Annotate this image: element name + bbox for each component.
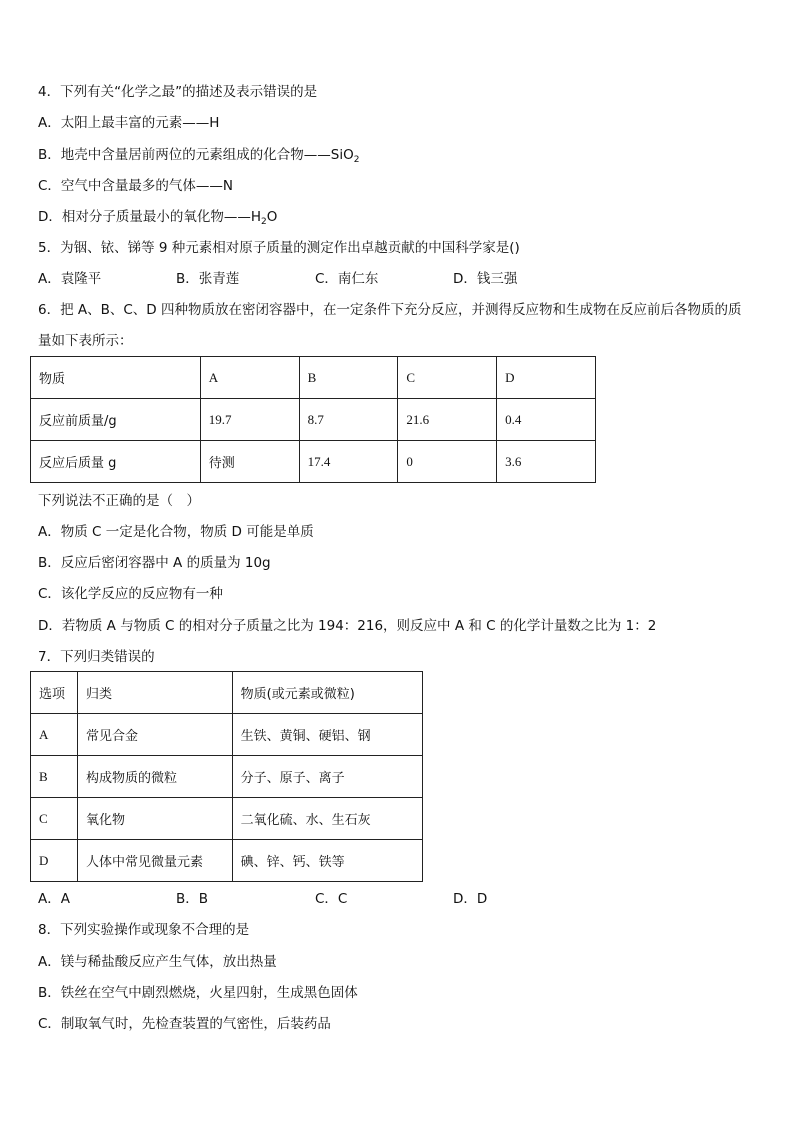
table-header-row — [31, 357, 596, 399]
q7-option-a: A．A — [38, 891, 70, 907]
table-cell: 分子、原子、离子 — [232, 756, 422, 798]
q4-option-d — [38, 207, 277, 227]
table-cell: 物质 — [31, 357, 201, 399]
q7-classification-table — [30, 671, 423, 882]
q8-option-a: A．镁与稀盐酸反应产生气体，放出热量 — [38, 954, 277, 970]
table-cell: B — [31, 756, 78, 798]
table-cell: 物质(或元素或微粒) — [232, 672, 422, 714]
q8-option-b: B．铁丝在空气中剧烈燃烧，火星四射，生成黑色固体 — [38, 985, 358, 1001]
table-cell: 21.6 — [398, 399, 497, 441]
table-cell: 生铁、黄铜、硬铝、钢 — [232, 714, 422, 756]
table-cell: 选项 — [31, 672, 78, 714]
table-cell: 17.4 — [299, 441, 398, 483]
q7-option-c: C．C — [315, 891, 348, 907]
q7-option-d: D．D — [453, 891, 488, 907]
q4-option-b-subscript: 2 — [353, 155, 360, 165]
table-header-row — [31, 672, 423, 714]
table-cell: 常见合金 — [77, 714, 232, 756]
q4-option-d-suffix: O — [266, 209, 278, 225]
table-cell: 氧化物 — [77, 798, 232, 840]
table-cell: A — [31, 714, 78, 756]
table-cell: 0.4 — [497, 399, 596, 441]
q5-option-c: C．南仁东 — [315, 271, 379, 287]
table-cell: B — [299, 357, 398, 399]
table-cell: 反应前质量/g — [31, 399, 201, 441]
table-cell: 二氧化硫、水、生石灰 — [232, 798, 422, 840]
table-row — [31, 714, 423, 756]
q5-option-a: A．袁隆平 — [38, 271, 102, 287]
q4-option-b — [38, 145, 359, 165]
table-cell: 人体中常见微量元素 — [77, 840, 232, 882]
q5-options — [38, 269, 598, 289]
table-cell: 19.7 — [200, 399, 299, 441]
q6-stem-line1: 6．把 A、B、C、D 四种物质放在密闭容器中，在一定条件下充分反应，并测得反应物和生成物在反应前后各物质的质 — [38, 302, 742, 318]
q6-mass-table — [30, 356, 596, 483]
q7-stem: 7．下列归类错误的 — [38, 649, 155, 665]
table-cell: D — [497, 357, 596, 399]
q6-option-d: D．若物质 A 与物质 C 的相对分子质量之比为 194：216，则反应中 A 和 C 的化学计量数之比为 1：2 — [38, 618, 657, 634]
q6-stem-line2: 量如下表所示： — [38, 333, 133, 349]
table-cell: 构成物质的微粒 — [77, 756, 232, 798]
table-cell: C — [31, 798, 78, 840]
table-row — [31, 756, 423, 798]
q6-option-b: B．反应后密闭容器中 A 的质量为 10g — [38, 555, 271, 571]
table-cell: 碘、锌、钙、铁等 — [232, 840, 422, 882]
table-cell: 反应后质量 g — [31, 441, 201, 483]
q4-option-b-text: B．地壳中含量居前两位的元素组成的化合物——SiO — [38, 147, 354, 163]
table-cell: D — [31, 840, 78, 882]
table-cell: A — [200, 357, 299, 399]
q4-stem: 4．下列有关“化学之最”的描述及表示错误的是 — [38, 84, 318, 100]
table-cell: 待测 — [200, 441, 299, 483]
q4-option-d-subscript: 2 — [261, 217, 267, 227]
table-row — [31, 840, 423, 882]
table-row — [31, 441, 596, 483]
table-row — [31, 798, 423, 840]
q7-options — [38, 889, 598, 909]
q6-option-c: C．该化学反应的反应物有一种 — [38, 586, 223, 602]
table-row — [31, 399, 596, 441]
table-cell: 0 — [398, 441, 497, 483]
q5-stem: 5．为铟、铱、锑等 9 种元素相对原子质量的测定作出卓越贡献的中国科学家是() — [38, 240, 520, 256]
q6-question: 下列说法不正确的是（ ） — [38, 493, 200, 509]
table-cell: 8.7 — [299, 399, 398, 441]
table-cell: 3.6 — [497, 441, 596, 483]
table-cell: C — [398, 357, 497, 399]
q4-option-d-text: D．相对分子质量最小的氧化物——H — [38, 209, 262, 225]
q8-stem: 8．下列实验操作或现象不合理的是 — [38, 922, 250, 938]
q4-option-c: C．空气中含量最多的气体——N — [38, 178, 234, 194]
q5-option-d: D．钱三强 — [453, 271, 518, 287]
q6-option-a: A．物质 C 一定是化合物，物质 D 可能是单质 — [38, 524, 314, 540]
q5-option-b: B．张青莲 — [176, 271, 240, 287]
q7-option-b: B．B — [176, 891, 209, 907]
q4-option-a: A．太阳上最丰富的元素——H — [38, 115, 220, 131]
table-cell: 归类 — [77, 672, 232, 714]
q8-option-c: C．制取氧气时，先检查装置的气密性，后装药品 — [38, 1016, 331, 1032]
